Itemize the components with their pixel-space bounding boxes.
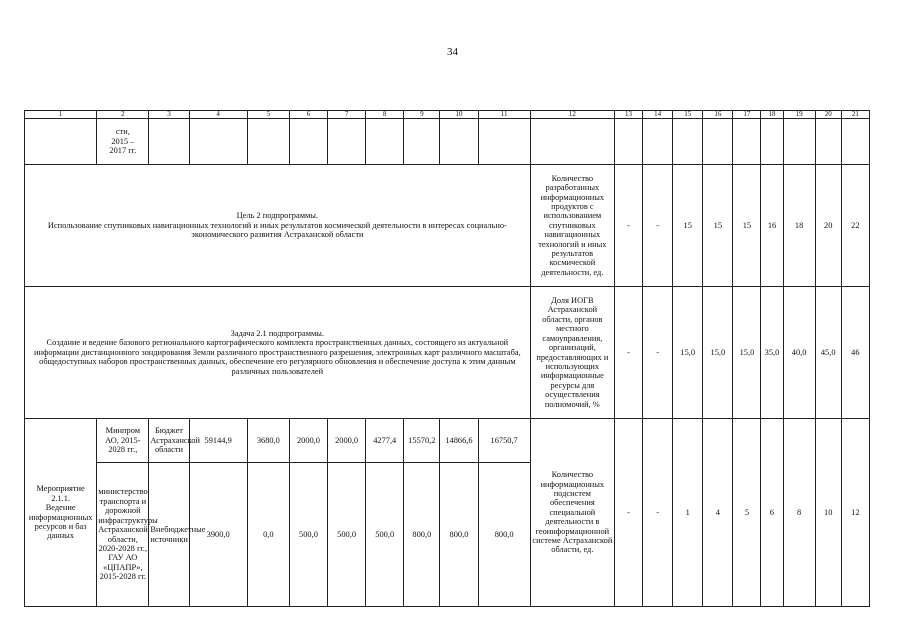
task-text: Создание и ведение базового регионального картографического комплекта пространственных данных, состоящего из актуальной информации дистанционного зондирования Земли различного пространственного разрешения, электронных карт различного масштаба, общедоступных наборов пространственных данных, обеспечение его регулярного обновления и обеспечение доступа к этим данным различных пользователей: [33, 338, 521, 376]
column-number: 3: [149, 111, 189, 119]
indicator-value: 12: [841, 419, 869, 607]
funding-amount: 3680,0: [247, 419, 289, 463]
funding-amount: 500,0: [328, 463, 366, 607]
funding-amount: 800,0: [440, 463, 478, 607]
indicator-value: 10: [815, 419, 841, 607]
funding-amount: 500,0: [366, 463, 404, 607]
column-number: 21: [841, 111, 869, 119]
indicator-value: -: [615, 165, 643, 287]
executor-period-continued: сти, 2015 – 2017 гг.: [97, 119, 149, 165]
indicator-value: 15,0: [673, 287, 703, 419]
column-number: 11: [478, 111, 530, 119]
column-number: 12: [530, 111, 614, 119]
funding-amount: 4277,4: [366, 419, 404, 463]
column-number: 14: [643, 111, 673, 119]
indicator-value: 15,0: [733, 287, 761, 419]
measure-row-budget: [25, 419, 870, 463]
goal-row: [25, 165, 870, 287]
task-cell: [25, 287, 531, 419]
continuation-row: [25, 119, 870, 165]
column-number: 8: [366, 111, 404, 119]
indicator-value: -: [615, 287, 643, 419]
indicator-value: 6: [761, 419, 783, 607]
funding-amount: 0,0: [247, 463, 289, 607]
column-number: 15: [673, 111, 703, 119]
program-table: [24, 110, 870, 607]
column-number: 20: [815, 111, 841, 119]
indicator-value: 4: [703, 419, 733, 607]
indicator-value: 35,0: [761, 287, 783, 419]
funding-source: Бюджет Астраханской области: [149, 419, 189, 463]
column-number-row: [25, 111, 870, 119]
indicator-value: 15,0: [703, 287, 733, 419]
column-number: 6: [289, 111, 327, 119]
goal-indicator: Количество разработанных информационных продуктов с использованием спутниковых навигационных технологий и иных результатов космической деятельности, ед.: [530, 165, 614, 287]
funding-amount: 2000,0: [328, 419, 366, 463]
column-number: 1: [25, 111, 97, 119]
funding-amount: 800,0: [478, 463, 530, 607]
indicator-value: 18: [783, 165, 815, 287]
funding-amount: 16750,7: [478, 419, 530, 463]
funding-amount: 14866,6: [440, 419, 478, 463]
indicator-value: 46: [841, 287, 869, 419]
column-number: 7: [328, 111, 366, 119]
indicator-value: 1: [673, 419, 703, 607]
column-number: 9: [404, 111, 440, 119]
column-number: 5: [247, 111, 289, 119]
column-number: 2: [97, 111, 149, 119]
measure-name: Мероприятие 2.1.1. Ведение информационных ресурсов и баз данных: [25, 419, 97, 607]
indicator-value: 15: [703, 165, 733, 287]
column-number: 4: [189, 111, 247, 119]
column-number: 17: [733, 111, 761, 119]
goal-text: Использование спутниковых навигационных технологий и иных результатов космической деятельности в интересах социально-экономического развития Астраханской области: [47, 220, 507, 240]
column-number: 13: [615, 111, 643, 119]
goal-title: Цель 2 подпрограммы.: [236, 211, 319, 221]
indicator-value: 20: [815, 165, 841, 287]
task-indicator: Доля ИОГВ Астраханской области, органов местного самоуправления, организаций, предоставляющих и использующих информационные ресурсы для осуществления полномочий, %: [530, 287, 614, 419]
column-number: 18: [761, 111, 783, 119]
funding-amount: 3900,0: [189, 463, 247, 607]
indicator-value: -: [615, 419, 643, 607]
funding-amount: 500,0: [289, 463, 327, 607]
measure-executor-bottom: министерство транспорта и дорожной инфраструктуры Астраханской области, 2020-2028 гг., ГАУ АО «ЦПАПР», 2015-2028 гг.: [97, 463, 149, 607]
column-number: 10: [440, 111, 478, 119]
indicator-value: -: [643, 419, 673, 607]
indicator-value: 40,0: [783, 287, 815, 419]
funding-amount: 15570,2: [404, 419, 440, 463]
funding-amount: 2000,0: [289, 419, 327, 463]
indicator-value: 16: [761, 165, 783, 287]
measure-indicator: Количество информационных подсистем обеспечения специальной деятельности в геоинформационной системе Астраханской области, ед.: [530, 419, 614, 607]
goal-cell: [25, 165, 531, 287]
column-number: 19: [783, 111, 815, 119]
indicator-value: 22: [841, 165, 869, 287]
indicator-value: 15: [733, 165, 761, 287]
column-number: 16: [703, 111, 733, 119]
task-title: Задача 2.1 подпрограммы.: [230, 328, 325, 338]
indicator-value: 5: [733, 419, 761, 607]
indicator-value: -: [643, 165, 673, 287]
measure-executor-top: Минпром АО, 2015-2028 гг.,: [97, 419, 149, 463]
indicator-value: 45,0: [815, 287, 841, 419]
funding-amount: 800,0: [404, 463, 440, 607]
indicator-value: 8: [783, 419, 815, 607]
task-row: [25, 287, 870, 419]
funding-source: Внебюджетные источники: [149, 463, 189, 607]
indicator-value: 15: [673, 165, 703, 287]
indicator-value: -: [643, 287, 673, 419]
page-number: 34: [447, 46, 458, 58]
funding-amount: 59144,9: [189, 419, 247, 463]
